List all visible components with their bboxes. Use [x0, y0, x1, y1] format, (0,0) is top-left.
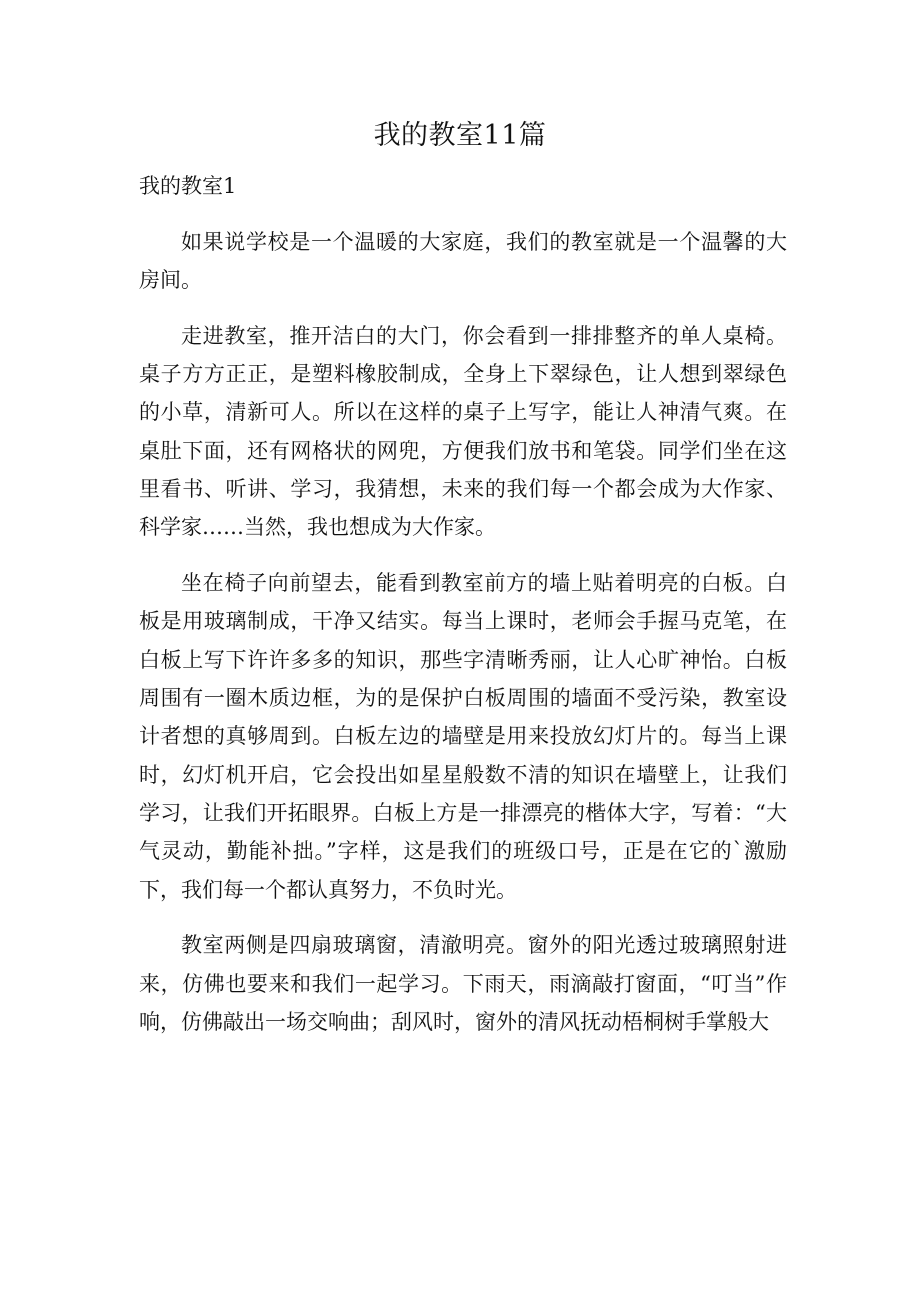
section-heading: 我的教室1: [139, 174, 237, 198]
paragraph-desks: 走进教室，推开洁白的大门，你会看到一排排整齐的单人桌椅。桌子方方正正，是塑料橡胶制成，全身上下翠绿色，让人想到翠绿色的小草，清新可人。所以在这样的桌子上写字，能让人神清气爽。在桌肚下面，还有网格状的网兜，方便我们放书和笔袋。同学们坐在这里看书、听讲、学习，我猜想，未来的我们每一个都会成为大作家、科学家……当然，我也想成为大作家。: [139, 323, 787, 540]
paragraph-intro: 如果说学校是一个温暖的大家庭，我们的教室就是一个温馨的大房间。: [139, 229, 787, 293]
paragraph-whiteboard: 坐在椅子向前望去，能看到教室前方的墙上贴着明亮的白板。白板是用玻璃制成，干净又结实。每当上课时，老师会手握马克笔，在白板上写下许许多多的知识，那些字清晰秀丽，让人心旷神怡。白板周围有一圈木质边框，为的是保护白板周围的墙面不受污染，教室设计者想的真够周到。白板左边的墙壁是用来投放幻灯片的。每当上课时，幻灯机开启，它会投出如星星般数不清的知识在墙壁上，让我们学习，让我们开拓眼界。白板上方是一排漂亮的楷体大字，写着：“大气灵动，勤能补拙。”字样，这是我们的班级口号，正是在它的`激励下，我们每一个都认真努力，不负时光。: [139, 571, 787, 902]
document-title: 我的教室11篇: [373, 120, 547, 151]
document-body: [139, 167, 787, 1041]
paragraph-windows: 教室两侧是四扇玻璃窗，清澈明亮。窗外的阳光透过玻璃照射进来，仿佛也要来和我们一起学习。下雨天，雨滴敲打窗面，“叮当”作响，仿佛敲出一场交响曲；刮风时，窗外的清风抚动梧桐树手掌般大: [139, 933, 787, 1034]
